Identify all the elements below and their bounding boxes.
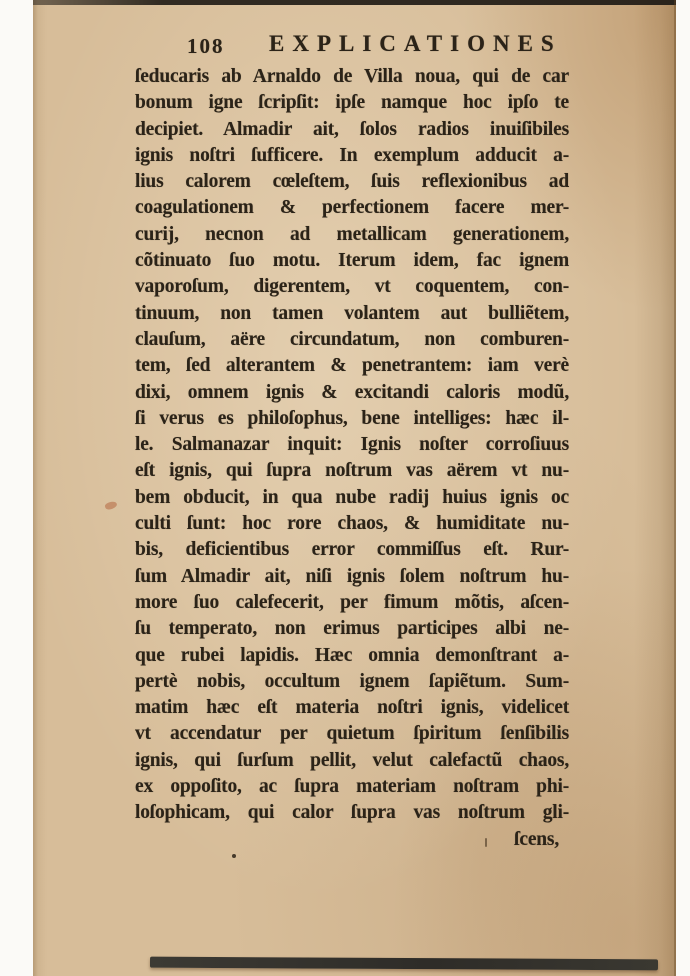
text-line: vaporoſum, digerentem, vt coquentem, con- bbox=[135, 276, 569, 298]
ink-speck bbox=[232, 854, 236, 858]
text-line: ignis noſtri ſufficere. In exemplum adducit a- bbox=[135, 144, 569, 166]
text-line: culti ſunt: hoc rore chaos, & humiditate nu- bbox=[135, 513, 569, 535]
text-line: matim hæc eſt materia noſtri ignis, videlicet bbox=[135, 697, 569, 719]
top-edge-shadow bbox=[33, 0, 676, 5]
text-line: ignis, qui ſurſum pellit, velut calefactũ chaos, bbox=[135, 749, 569, 771]
text-line: dixi, omnem ignis & excitandi caloris modũ, bbox=[135, 381, 569, 403]
paper-page bbox=[33, 0, 676, 976]
running-title: EXPLICATIONES bbox=[269, 31, 562, 56]
text-line: le. Salmanazar inquit: Ignis noſter corroſiuus bbox=[135, 434, 569, 456]
text-line: bem obducit, in qua nube radij huius ignis oc bbox=[135, 486, 569, 508]
ink-speck bbox=[485, 838, 487, 847]
text-line: loſophicam, qui calor ſupra vas noſtrum gli- bbox=[135, 802, 569, 824]
text-line: more ſuo calefecerit, per fimum mõtis, aſcen- bbox=[135, 591, 569, 613]
text-line: pertè nobis, occultum ignem ſapiẽtum. Sum- bbox=[135, 670, 569, 692]
text-line: cõtinuato ſuo motu. Iterum idem, fac ignem bbox=[135, 250, 569, 272]
text-line: coagulationem & perfectionem facere mer- bbox=[135, 197, 569, 219]
text-line: ſum Almadir ait, niſi ignis ſolem noſtrum hu- bbox=[135, 565, 569, 587]
text-line: tinuum, non tamen volantem aut bulliẽtem, bbox=[135, 302, 569, 324]
text-block bbox=[135, 64, 569, 853]
text-line: que rubei lapidis. Hæc omnia demonſtrant a- bbox=[135, 644, 569, 666]
text-line: ſu temperato, non erimus participes albi ne- bbox=[135, 618, 569, 640]
page-edge-line bbox=[674, 0, 676, 976]
bottom-edge-bar bbox=[150, 957, 658, 971]
text-line: lius calorem cœleſtem, ſuis reflexionibus ad bbox=[135, 171, 569, 193]
text-line: decipiet. Almadir ait, ſolos radios inuiſibiles bbox=[135, 118, 569, 140]
text-line: ſi verus es philoſophus, bene intelliges: hæc il- bbox=[135, 407, 569, 429]
text-line: clauſum, aëre circundatum, non comburen- bbox=[135, 328, 569, 350]
page-number: 108 bbox=[187, 34, 225, 58]
catchword: ſcens, bbox=[514, 828, 559, 850]
paper-stain bbox=[104, 500, 118, 511]
page-header bbox=[135, 28, 575, 62]
text-line: bonum igne ſcripſit: ipſe namque hoc ipſo te bbox=[135, 92, 569, 114]
text-line: vt accendatur per quietum ſpiritum ſenſibilis bbox=[135, 723, 569, 745]
text-line: tem, ſed alterantem & penetrantem: iam verè bbox=[135, 355, 569, 377]
text-line: bis, deficientibus error commiſſus eſt. Rur- bbox=[135, 539, 569, 561]
text-line: eſt ignis, qui ſupra noſtrum vas aërem vt nu- bbox=[135, 460, 569, 482]
text-line: ſeducaris ab Arnaldo de Villa noua, qui de car bbox=[135, 66, 569, 87]
text-line: ex oppoſito, ac ſupra materiam noſtram phi- bbox=[135, 776, 569, 798]
text-line: curij, necnon ad metallicam generationem, bbox=[135, 223, 569, 245]
